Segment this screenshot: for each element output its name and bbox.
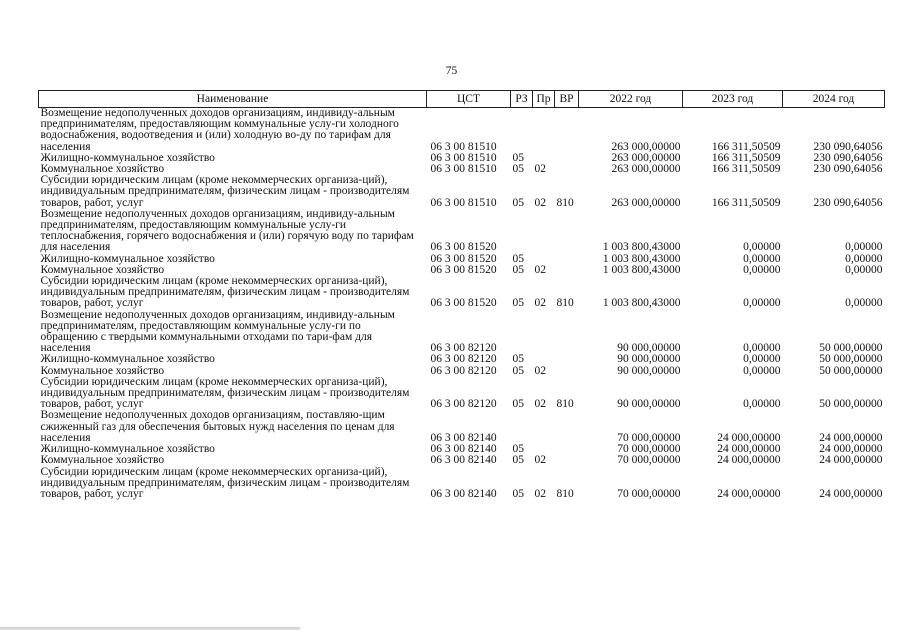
row-2022: 263 000,00000: [611, 140, 681, 153]
table-row: [39, 276, 885, 310]
row-2023: 24 000,00000: [717, 487, 781, 500]
row-rz: 05: [512, 364, 524, 377]
row-2023: 24 000,00000: [717, 443, 781, 456]
row-vr: [555, 209, 579, 254]
page-number: 75: [445, 65, 458, 77]
row-2023: 0,00000: [743, 398, 781, 411]
row-2024: 24 000,00000: [819, 487, 883, 500]
table-row: [39, 377, 885, 411]
row-vr: [555, 310, 579, 355]
row-cst: 06 3 00 82120: [430, 364, 497, 377]
row-pr: 02: [534, 454, 546, 467]
row-pr: 02: [534, 163, 546, 176]
header-row: [39, 91, 885, 108]
row-2022: 263 000,00000: [611, 151, 681, 164]
row-pr: [533, 108, 555, 153]
row-rz: [511, 108, 533, 153]
header-cst: ЦСТ: [427, 91, 511, 108]
row-2023: 0,00000: [743, 364, 781, 377]
row-vr: 810: [556, 196, 574, 209]
row-2023: 0,00000: [743, 342, 781, 355]
row-2023: 166 311,50509: [711, 140, 781, 153]
table-row: [39, 175, 885, 209]
row-cst: 06 3 00 82140: [430, 454, 497, 467]
row-rz: 05: [512, 263, 524, 276]
row-2022: 263 000,00000: [611, 196, 681, 209]
row-2024: 0,00000: [845, 297, 883, 310]
row-2022: 1 003 800,43000: [602, 263, 681, 276]
row-cst: 06 3 00 82140: [430, 487, 497, 500]
row-vr: 810: [556, 487, 574, 500]
row-2023: 166 311,50509: [711, 163, 781, 176]
row-vr: [555, 354, 579, 365]
row-rz: 05: [512, 398, 524, 411]
table-row: [39, 108, 885, 153]
row-2022: 90 000,00000: [617, 364, 681, 377]
row-name: Коммунальное хозяйство: [40, 163, 165, 176]
row-cst: 06 3 00 82140: [430, 431, 497, 444]
row-2024: 24 000,00000: [819, 443, 883, 456]
table-row: [39, 209, 885, 254]
row-pr: [533, 354, 555, 365]
row-2023: 0,00000: [743, 353, 781, 366]
row-rz: [511, 209, 533, 254]
row-2022: 1 003 800,43000: [602, 297, 681, 310]
row-2022: 70 000,00000: [617, 443, 681, 456]
row-rz: [511, 310, 533, 355]
row-2023: 0,00000: [743, 241, 781, 254]
row-vr: [555, 265, 579, 276]
row-2023: 0,00000: [743, 297, 781, 310]
header-rz: РЗ: [511, 91, 533, 108]
row-vr: [555, 108, 579, 153]
row-rz: 05: [512, 196, 524, 209]
row-cst: 06 3 00 81510: [430, 196, 497, 209]
row-2024: 230 090,64056: [813, 196, 883, 209]
row-vr: 810: [556, 398, 574, 411]
row-cst: 06 3 00 82120: [430, 353, 497, 366]
row-vr: [555, 254, 579, 265]
row-name: Субсидии юридическим лицам (кроме некоммерческих организа-ций), индивидуальным предпринимателям, физическим лицам - производителям товаров, работ, услуг: [40, 375, 410, 411]
row-2022: 70 000,00000: [617, 487, 681, 500]
row-name: Субсидии юридическим лицам (кроме некоммерческих организа-ций), индивидуальным предпринимателям, физическим лицам - производителям товаров, работ, услуг: [40, 465, 410, 500]
row-cst: 06 3 00 82140: [430, 443, 497, 456]
header-vr: ВР: [555, 91, 579, 108]
row-2024: 230 090,64056: [813, 140, 883, 153]
row-vr: [555, 366, 579, 377]
header-pr: Пр: [533, 91, 555, 108]
row-rz: 05: [512, 454, 524, 467]
row-name: Субсидии юридическим лицам (кроме некоммерческих организа-ций), индивидуальным предпринимателям, физическим лицам - производителям товаров, работ, услуг: [40, 174, 410, 209]
header-2023: 2023 год: [683, 91, 783, 108]
row-2022: 90 000,00000: [617, 353, 681, 366]
row-name: Возмещение недополученных доходов организациям, поставляю-щим сжиженный газ для обеспечения бытовых нужд населения по ценам для населения: [40, 409, 395, 444]
row-rz: 05: [512, 353, 524, 366]
row-pr: [533, 310, 555, 355]
row-cst: 06 3 00 81510: [430, 151, 497, 164]
row-2022: 1 003 800,43000: [602, 252, 681, 265]
row-2023: 166 311,50509: [711, 151, 781, 164]
row-name: Жилищно-коммунальное хозяйство: [40, 252, 215, 265]
row-name: Возмещение недополученных доходов организациям, индивиду-альным предпринимателям, предоставляющим коммунальные услу-ги по обращению с твердыми коммунальными отходами по тари-фам для населения: [40, 308, 395, 355]
row-2022: 70 000,00000: [617, 454, 681, 467]
row-2024: 50 000,00000: [819, 398, 883, 411]
row-cst: 06 3 00 81520: [430, 297, 497, 310]
row-name: Жилищно-коммунальное хозяйство: [40, 151, 215, 164]
row-2024: 24 000,00000: [819, 454, 883, 467]
row-cst: 06 3 00 81520: [430, 263, 497, 276]
row-pr: 02: [534, 196, 546, 209]
header-2022: 2022 год: [579, 91, 683, 108]
budget-table: [38, 90, 885, 500]
row-rz: 05: [512, 151, 524, 164]
row-vr: [555, 153, 579, 164]
row-2023: 166 311,50509: [711, 196, 781, 209]
row-2024: 230 090,64056: [813, 151, 883, 164]
header-name: Наименование: [39, 91, 427, 108]
table-body: [39, 108, 885, 501]
row-2022: 70 000,00000: [617, 431, 681, 444]
row-cst: 06 3 00 81520: [430, 241, 497, 254]
row-2024: 230 090,64056: [813, 163, 883, 176]
row-pr: 02: [534, 263, 546, 276]
row-2023: 24 000,00000: [717, 454, 781, 467]
row-vr: [555, 444, 579, 455]
row-pr: 02: [534, 364, 546, 377]
row-2022: 90 000,00000: [617, 398, 681, 411]
row-cst: 06 3 00 81520: [430, 252, 497, 265]
row-2024: 0,00000: [845, 241, 883, 254]
row-name: Возмещение недополученных доходов организациям, индивиду-альным предпринимателям, предоставляющим коммунальные услу-ги теплоснабжения, горячего водоснабжения и (или) горячую воду по тарифам для населения: [40, 207, 414, 254]
row-name: Субсидии юридическим лицам (кроме некоммерческих организа-ций), индивидуальным предпринимателям, физическим лицам - производителям товаров, работ, услуг: [40, 275, 410, 310]
row-name: Возмещение недополученных доходов организациям, индивиду-альным предпринимателям, предоставляющим коммунальные услу-ги холодного водоснабжения, водоотведения и (или) холодную во-ду по тарифам для населения: [40, 107, 399, 153]
row-name: Коммунальное хозяйство: [40, 454, 165, 467]
row-vr: 810: [556, 297, 574, 310]
table-header: [39, 91, 885, 108]
row-pr: 02: [534, 487, 546, 500]
table-row: [39, 410, 885, 444]
row-rz: 05: [512, 487, 524, 500]
row-2024: 50 000,00000: [819, 364, 883, 377]
row-2024: 24 000,00000: [819, 431, 883, 444]
row-2024: 50 000,00000: [819, 342, 883, 355]
row-2023: 0,00000: [743, 252, 781, 265]
table-row: [39, 354, 885, 365]
row-rz: [511, 410, 533, 444]
row-rz: 05: [512, 443, 524, 456]
row-2023: 24 000,00000: [717, 431, 781, 444]
row-pr: [533, 410, 555, 444]
header-2024: 2024 год: [783, 91, 885, 108]
row-2023: 0,00000: [743, 263, 781, 276]
row-vr: [555, 410, 579, 444]
row-2022: 90 000,00000: [617, 342, 681, 355]
table-row: [39, 467, 885, 501]
row-2024: 50 000,00000: [819, 353, 883, 366]
row-2022: 263 000,00000: [611, 163, 681, 176]
row-name: Коммунальное хозяйство: [40, 364, 165, 377]
row-2022: 1 003 800,43000: [602, 241, 681, 254]
row-pr: 02: [534, 297, 546, 310]
row-cst: 06 3 00 81510: [430, 140, 497, 153]
row-rz: 05: [512, 163, 524, 176]
row-cst: 06 3 00 81510: [430, 163, 497, 176]
row-rz: 05: [512, 297, 524, 310]
row-cst: 06 3 00 82120: [430, 398, 497, 411]
row-2024: 0,00000: [845, 263, 883, 276]
row-rz: 05: [512, 252, 524, 265]
row-cst: 06 3 00 82120: [430, 342, 497, 355]
row-2024: 0,00000: [845, 252, 883, 265]
row-pr: 02: [534, 398, 546, 411]
row-vr: [555, 164, 579, 175]
table-row: [39, 310, 885, 355]
row-vr: [555, 455, 579, 466]
row-pr: [533, 209, 555, 254]
table-row: [39, 455, 885, 466]
scan-edge: [0, 627, 300, 630]
row-name: Жилищно-коммунальное хозяйство: [40, 443, 215, 456]
row-name: Коммунальное хозяйство: [40, 263, 165, 276]
row-name: Жилищно-коммунальное хозяйство: [40, 353, 215, 366]
